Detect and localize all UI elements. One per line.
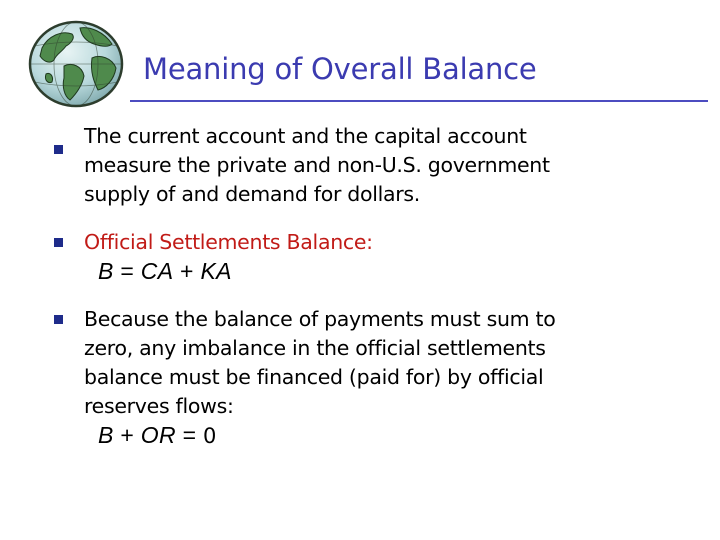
bullet-line: balance must be financed (paid for) by official	[84, 365, 544, 389]
bullet-line: supply of and demand for dollars.	[84, 182, 421, 206]
slide-title: Meaning of Overall Balance	[143, 52, 537, 86]
bullet-line: zero, any imbalance in the official settlements	[84, 336, 546, 360]
bullet-1	[84, 122, 684, 209]
square-bullet-icon	[54, 238, 63, 247]
bullet-line: reserves flows:	[84, 394, 234, 418]
formula-operator: +	[113, 422, 141, 448]
bullet-line: Because the balance of payments must sum to	[84, 307, 556, 331]
square-bullet-icon	[54, 145, 63, 154]
formula-term: KA	[200, 258, 232, 284]
title-divider	[130, 100, 708, 102]
globe-icon	[20, 14, 130, 114]
bullet-line: measure the private and non-U.S. government	[84, 153, 550, 177]
official-settlements-formula	[84, 257, 684, 286]
formula-operator: =	[175, 422, 204, 448]
formula-term: OR	[140, 422, 176, 448]
formula-term: CA	[140, 258, 174, 284]
formula-operator: =	[113, 258, 141, 284]
formula-term: B	[98, 422, 114, 448]
formula-operator: +	[173, 258, 201, 284]
square-bullet-icon	[54, 315, 63, 324]
bullet-heading: Official Settlements Balance:	[84, 230, 373, 254]
bullet-3	[84, 305, 684, 451]
bullet-line: The current account and the capital account	[84, 124, 527, 148]
formula-term: 0	[203, 424, 217, 448]
reserves-formula	[84, 421, 684, 451]
formula-term: B	[98, 258, 114, 284]
bullet-2	[84, 228, 684, 286]
